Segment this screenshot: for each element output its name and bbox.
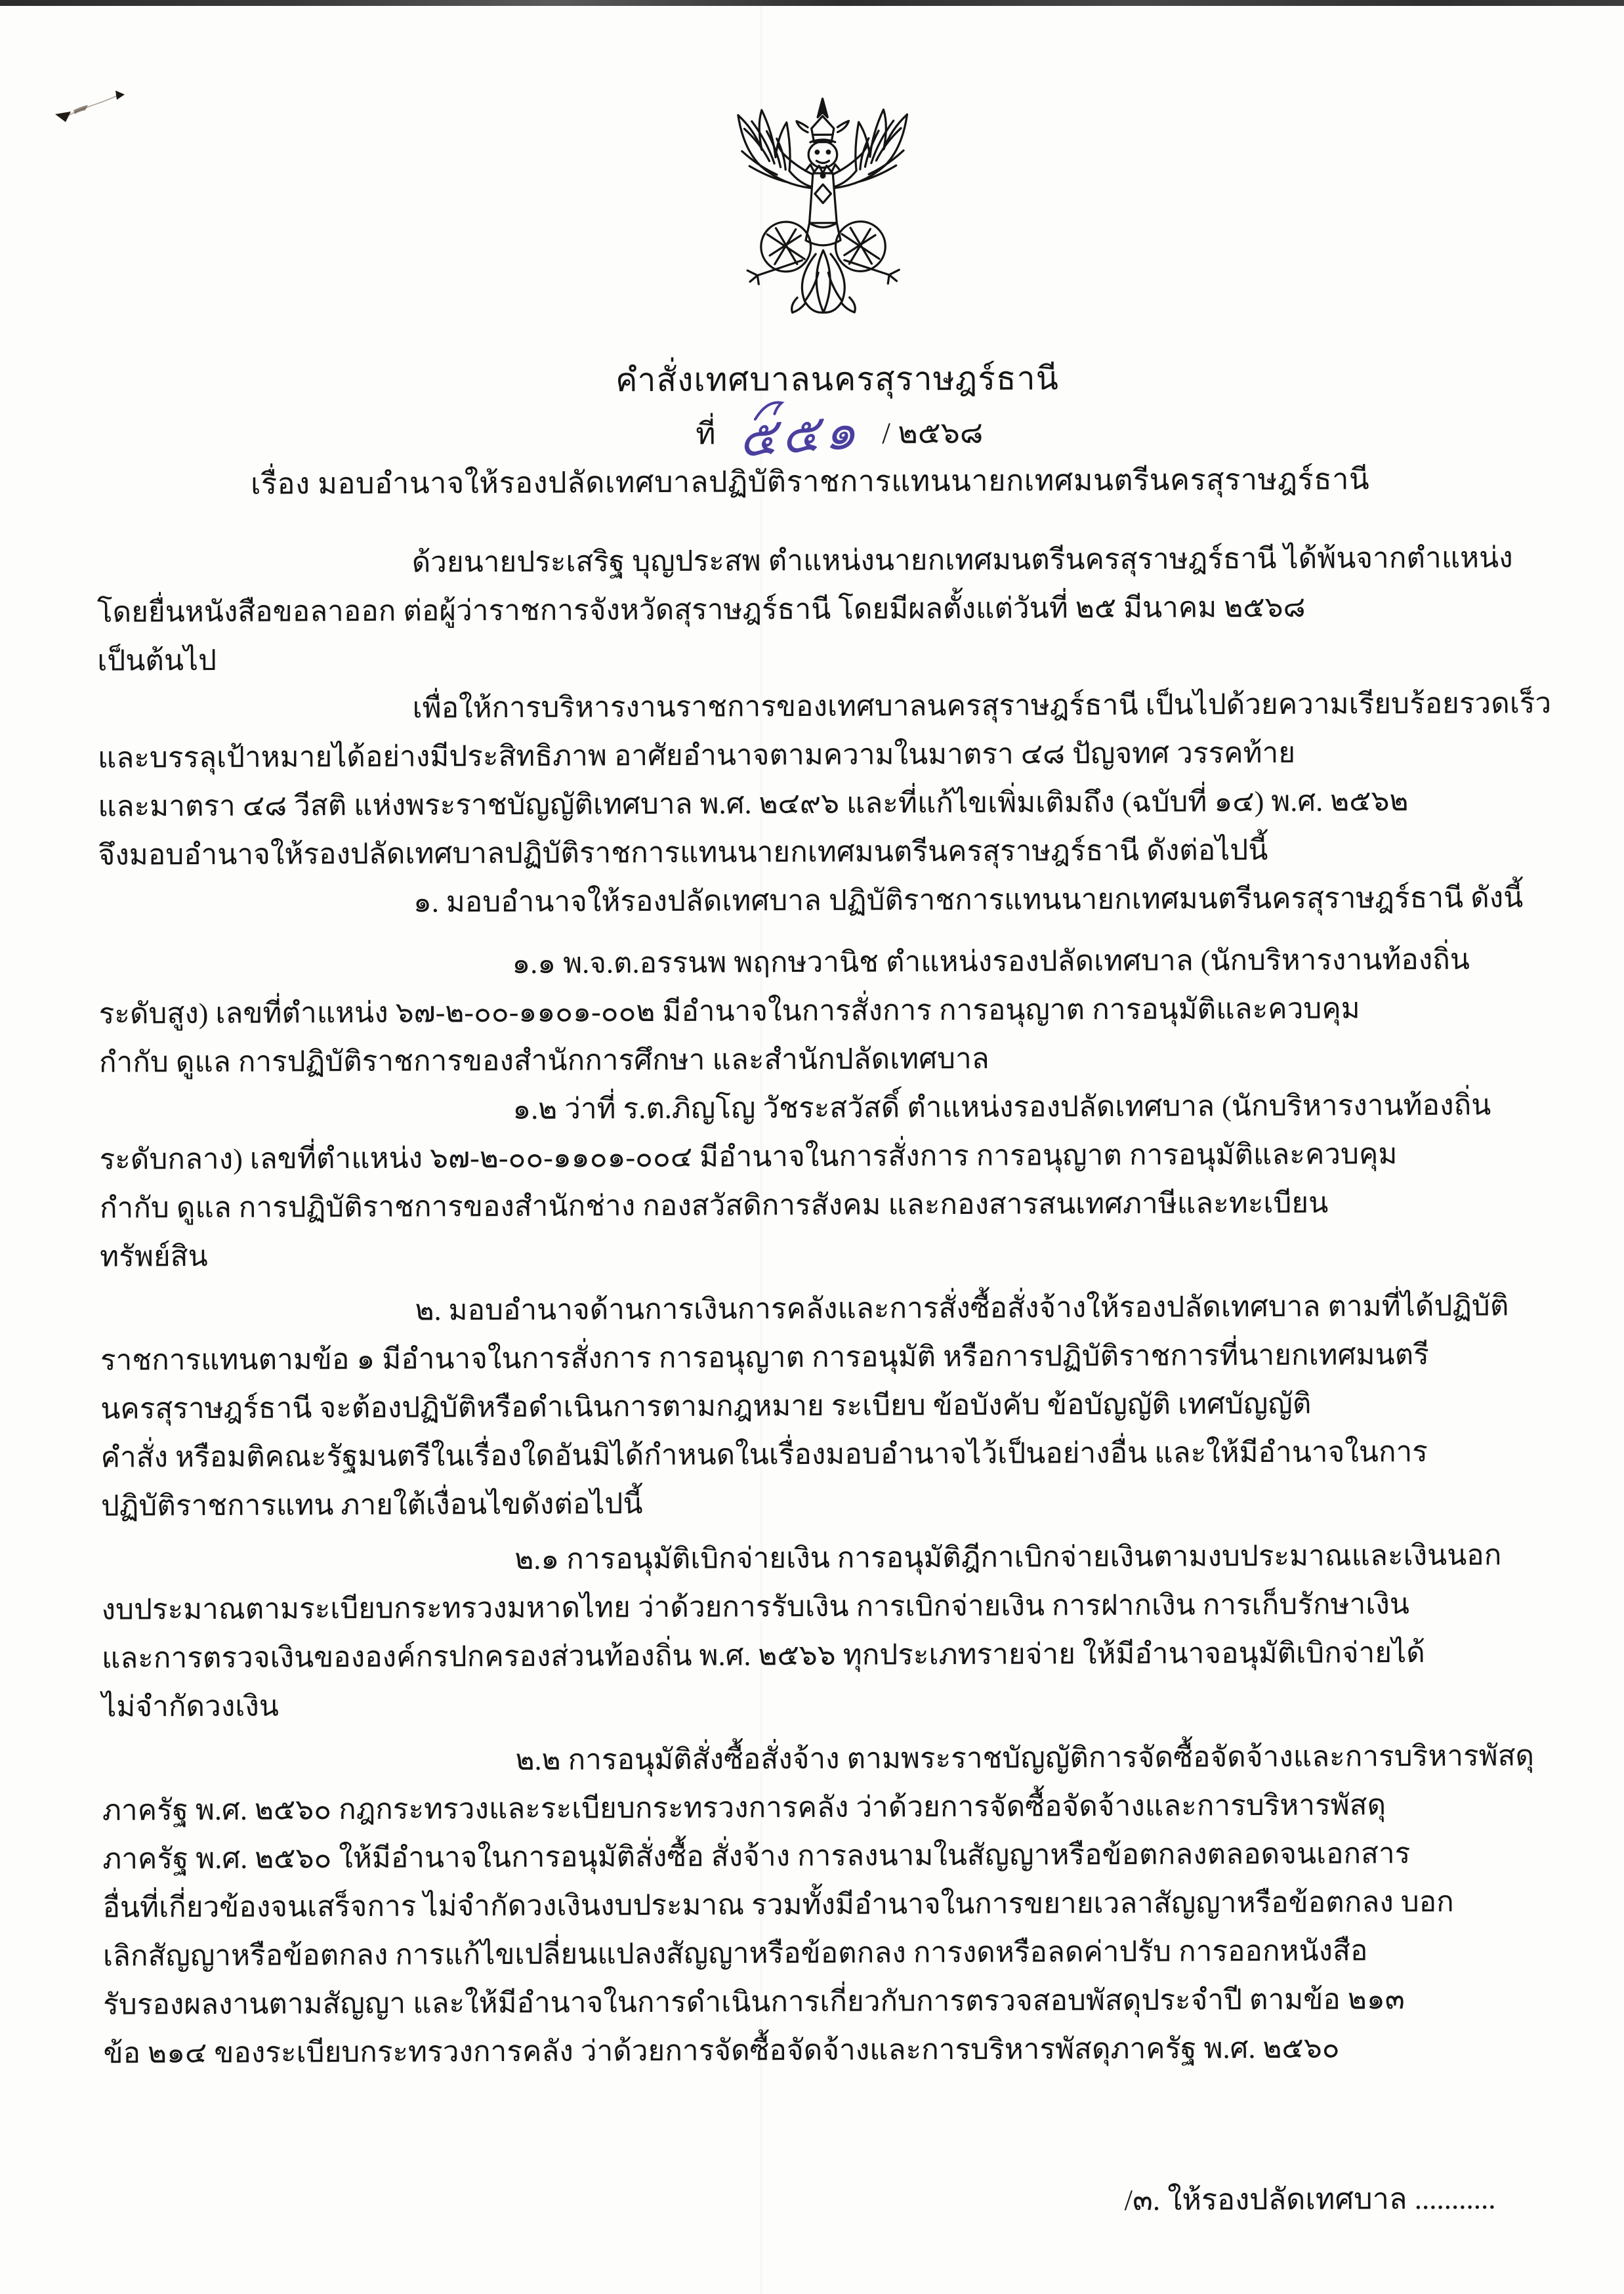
- doc-number-prefix: ที่: [696, 417, 716, 451]
- paragraph: [99, 1081, 1540, 1282]
- document-line: รับรองผลงานตามสัญญา และให้มีอำนาจในการดำเนินการเกี่ยวกับการตรวจสอบพัสดุประจำปี ตามข้อ ๒๑๓: [103, 1983, 1405, 2021]
- pen-flourish-icon: [747, 397, 795, 423]
- document-line: ด้วยนายประเสริฐ บุญประสพ ตำแหน่งนายกเทศมนตรีนครสุราษฎร์ธานี ได้พ้นจากตำแหน่ง: [411, 541, 1513, 579]
- document-line: จึงมอบอำนาจให้รองปลัดเทศบาลปฏิบัติราชการแทนนายกเทศมนตรีนครสุราษฎร์ธานี ดังต่อไปนี้: [98, 833, 1268, 871]
- document-line: ข้อ ๒๑๔ ของระเบียบกระทรวงการคลัง ว่าด้วยการจัดซื้อจัดจ้างและการบริหารพัสดุภาครัฐ พ.ศ. ๒๕๖๐: [103, 2032, 1340, 2070]
- document-line: นครสุราษฎร์ธานี จะต้องปฏิบัติหรือดำเนินการตามกฎหมาย ระเบียบ ข้อบังคับ ข้อบัญญัติ เทศบัญญัติ: [100, 1387, 1312, 1425]
- document-line: ปฏิบัติราชการแทน ภายใต้เงื่อนไขดังต่อไปนี้: [100, 1488, 643, 1522]
- document-line: โดยยื่นหนังสือขอลาออก ต่อผู้ว่าราชการจังหวัดสุราษฎร์ธานี โดยมีผลตั้งแต่วันที่ ๒๕ มีนาคม ๒๕๖๘: [96, 591, 1306, 629]
- paragraph: [102, 1732, 1543, 2078]
- paragraph: [96, 533, 1537, 686]
- document-line: ภาครัฐ พ.ศ. ๒๕๖๐ ให้มีอำนาจในการอนุมัติสั่งซื้อ สั่งจ้าง การลงนามในสัญญาหรือข้อตกลงตลอดจนเอกสาร: [102, 1837, 1411, 1875]
- document-line: ไม่จำกัดวงเงิน: [102, 1690, 279, 1723]
- document-line: ๒.๒ การอนุมัติสั่งซื้อสั่งจ้าง ตามพระราชบัญญัติการจัดซื้อจัดจ้างและการบริหารพัสดุ: [515, 1740, 1535, 1776]
- subject-line: เรื่อง มอบอำนาจให้รองปลัดเทศบาลปฏิบัติราชการแทนนายกเทศมนตรีนครสุราษฎร์ธานี: [250, 463, 1370, 501]
- document-line: ระดับกลาง) เลขที่ตำแหน่ง ๖๗-๒-๐๐-๑๑๐๑-๐๐๔ มีอำนาจในการสั่งการ การอนุญาต การอนุมัติและควบคุม: [99, 1138, 1398, 1176]
- document-line: คำสั่ง หรือมติคณะรัฐมนตรีในเรื่องใดอันมิได้กำหนดในเรื่องมอบอำนาจไว้เป็นอย่างอื่น และให้มีอำนาจในการ: [100, 1435, 1428, 1474]
- document-line: และบรรลุเป้าหมายได้อย่างมีประสิทธิภาพ อาศัยอำนาจตามความในมาตรา ๔๘ ปัญจทศ วรรคท้าย: [97, 736, 1296, 774]
- document-line: กำกับ ดูแล การปฏิบัติราชการของสำนักช่าง กองสวัสดิการสังคม และกองสารสนเทศภาษีและทะเบียน: [99, 1186, 1329, 1224]
- document-line: ๑.๑ พ.จ.ต.อรรนพ พฤกษวานิช ตำแหน่งรองปลัดเทศบาล (นักบริหารงานท้องถิ่น: [512, 943, 1470, 980]
- document-line: ๒.๑ การอนุมัติเบิกจ่ายเงิน การอนุมัติฎีกาเบิกจ่ายเงินตามงบประมาณและเงินนอก: [514, 1539, 1502, 1575]
- document-line: งบประมาณตามระเบียบกระทรวงมหาดไทย ว่าด้วยการรับเงิน การเบิกจ่ายเงิน การฝากเงิน การเก็บรักษาเงิน: [101, 1588, 1409, 1626]
- paragraph: [97, 679, 1552, 880]
- paragraph: [101, 1531, 1542, 1732]
- document-line: เลิกสัญญาหรือข้อตกลง การแก้ไขเปลี่ยนแปลงสัญญาหรือข้อตกลง การงดหรือลดค่าปรับ การออกหนังสือ: [102, 1934, 1368, 1972]
- document-line: กำกับ ดูแล การปฏิบัติราชการของสำนักการศึกษา และสำนักปลัดเทศบาล: [98, 1042, 989, 1079]
- paragraph: [100, 1282, 1541, 1531]
- document-line: ทรัพย์สิน: [100, 1240, 208, 1273]
- document-line: ๑. มอบอำนาจให้รองปลัดเทศบาล ปฏิบัติราชการแทนนายกเทศมนตรีนครสุราษฎร์ธานี ดังนี้: [413, 881, 1524, 919]
- document-body: [96, 533, 1552, 2078]
- document-line: เพื่อให้การบริหารงานราชการของเทศบาลนครสุราษฎร์ธานี เป็นไปด้วยความเรียบร้อยรวดเร็ว: [412, 687, 1552, 724]
- document-line: อื่นที่เกี่ยวข้องจนเสร็จการ ไม่จำกัดวงเงินงบประมาณ รวมทั้งมีอำนาจในการขยายเวลาสัญญาหรือข้อตกลง บอก: [102, 1885, 1454, 1924]
- document-title: คำสั่งเทศบาลนครสุราษฎร์ธานี: [615, 360, 1059, 399]
- document-number-line: [696, 402, 984, 468]
- document-line: และมาตรา ๔๘ วีสติ แห่งพระราชบัญญัติเทศบาล พ.ศ. ๒๔๙๖ และที่แก้ไขเพิ่มเติมถึง (ฉบับที่ ๑๔) พ.ศ. ๒๕๖๒: [98, 785, 1409, 823]
- document-line: ราชการแทนตามข้อ ๑ มีอำนาจในการสั่งการ การอนุญาต การอนุมัติ หรือการปฏิบัติราชการที่นายกเทศมนตรี: [100, 1338, 1429, 1377]
- page-continuation-note: /๓. ให้รองปลัดเทศบาล ...........: [1124, 2182, 1496, 2217]
- paragraph: [98, 935, 1539, 1087]
- doc-number-suffix: / ๒๕๖๘: [882, 415, 984, 450]
- document-line: ระดับสูง) เลขที่ตำแหน่ง ๖๗-๒-๐๐-๑๑๐๑-๐๐๒ มีอำนาจในการสั่งการ การอนุญาต การอนุมัติและควบคุม: [98, 992, 1360, 1030]
- document-line: เป็นต้นไป: [97, 644, 217, 677]
- paragraph: [98, 873, 1539, 928]
- document-line: ๑.๒ ว่าที่ ร.ต.ภิญโญ วัชระสวัสดิ์ ตำแหน่งรองปลัดเทศบาล (นักบริหารงานท้องถิ่น: [512, 1089, 1491, 1125]
- document-line: ๒. มอบอำนาจด้านการเงินการคลังและการสั่งซื้อสั่งจ้างให้รองปลัดเทศบาล ตามที่ได้ปฏิบัติ: [415, 1289, 1509, 1327]
- document-line: ภาครัฐ พ.ศ. ๒๕๖๐ กฎกระทรวงและระเบียบกระทรวงการคลัง ว่าด้วยการจัดซื้อจัดจ้างและการบริหารพัสดุ: [102, 1789, 1386, 1827]
- document-line: และการตรวจเงินขององค์กรปกครองส่วนท้องถิ่น พ.ศ. ๒๕๖๖ ทุกประเภทรายจ่าย ให้มีอำนาจอนุมัติเบิกจ่ายได้: [101, 1636, 1425, 1675]
- garuda-emblem: [717, 85, 929, 333]
- doc-number-handwritten: ๕๕๑: [736, 402, 862, 468]
